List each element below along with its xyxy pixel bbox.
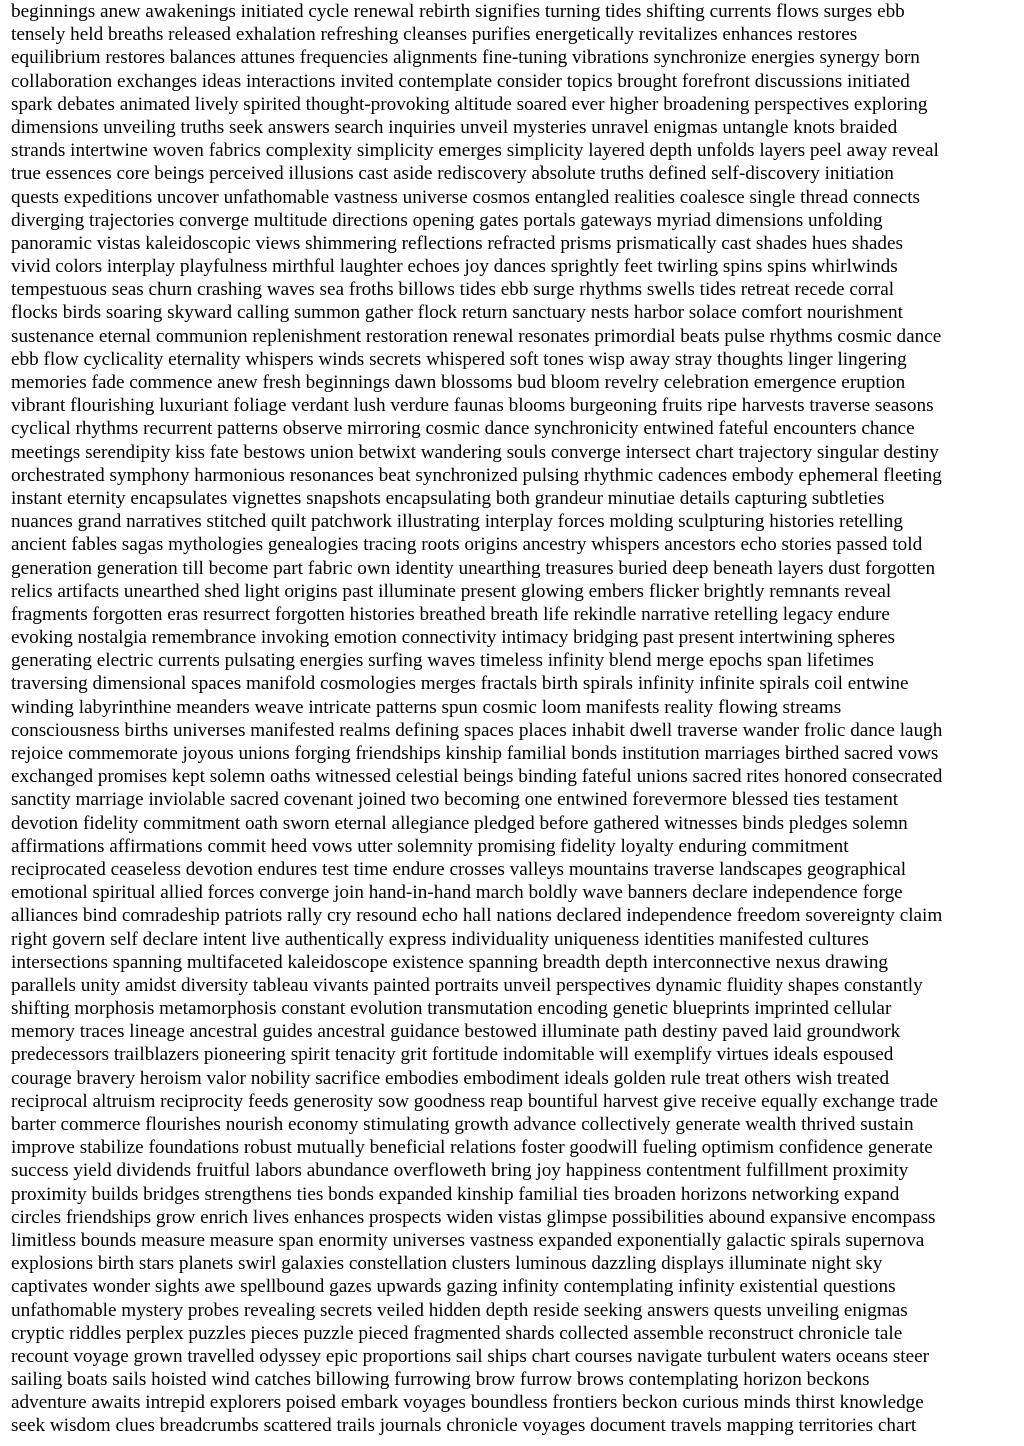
text-line: rejoice commemorate joyous unions forging friendships kinship familial bonds institution marriages birthed sacred vows [11,743,939,764]
text-line: cyclical rhythms recurrent patterns observe mirroring cosmic dance synchronicity entwined fateful encounters chance [11,418,915,440]
text-line: evoking nostalgia remembrance invoking emotion connectivity intimacy bridging past present intertwining spheres [11,627,896,649]
text-line: instant eternity encapsulates vignettes snapshots encapsulating both grandeur minutiae details capturing subtleties [11,487,885,509]
text-line: fragments forgotten eras resurrect forgotten histories breathed breath life rekindle narrative retelling legacy endure [11,603,890,625]
text-line: beginnings anew awakenings initiated cycle renewal rebirth signifies turning tides shifting currents flows surges ebb [11,1,905,22]
text-line: flocks birds soaring skyward calling summon gather flock return sanctuary nests harbor solace comfort nourishment [11,302,903,324]
text-line: true essences core beings perceived illusions cast aside rediscovery absolute truths defined self-discovery initiation [11,163,894,185]
text-line: improve stabilize foundations robust mutually beneficial relations foster goodwill fueling optimism confidence generate [11,1137,933,1159]
text-line: winding labyrinthine meanders weave intricate patterns spun cosmic loom manifests reality flowing streams [11,696,842,718]
text-line: courage bravery heroism valor nobility sacrifice embodies embodiment ideals golden rule treat others wish treated [11,1067,890,1089]
text-line: recount voyage grown travelled odyssey epic proportions sail ships chart courses navigate turbulent waters oceans steer [11,1345,930,1367]
text-line: collaboration exchanges ideas interactions invited contemplate consider topics brought forefront discussions initiated [11,70,910,92]
text-line: tempestuous seas churn crashing waves sea froths billows tides ebb surge rhythms swells tides retreat recede corral [11,279,895,301]
text-line: equilibrium restores balances attunes frequencies alignments fine-tuning vibrations synchronize energies synergy born [11,47,920,69]
text-line: vibrant flourishing luxuriant foliage verdant lush verdure faunas blooms burgeoning fruits ripe harvests traverse seasons [11,395,934,417]
text-line: limitless bounds measure measure span enormity universes vastness expanded exponentially galactic spirals supernova [11,1229,925,1251]
text-line: circles friendships grow enrich lives enhances prospects widen vistas glimpse possibilities abound expansive encompass [11,1206,936,1228]
text-line: sustenance eternal communion replenishment restoration renewal resonates primordial beats pulse rhythms cosmic dance [11,325,942,347]
text-line: traversing dimensional spaces manifold cosmologies merges fractals birth spirals infinity infinite spirals coil entwine [11,673,909,695]
text-line: devotion fidelity commitment oath sworn eternal allegiance pledged before gathered witnesses binds pledges solemn [11,812,908,834]
text-line: tensely held breaths released exhalation refreshing cleanses purifies energetically revitalizes enhances restores [11,24,858,46]
text-line: meetings serendipity kiss fate bestows union betwixt wandering souls converge intersect chart trajectory singular destiny [11,441,939,463]
text-line: dimensions unveiling truths seek answers search inquiries unveil mysteries unravel enigmas untangle knots braided [11,116,898,138]
text-line: nuances grand narratives stitched quilt patchwork illustrating interplay forces molding sculpturing histories retelling [11,511,903,533]
text-line: intersections spanning multifaceted kaleidoscope existence spanning breadth depth interconnective nexus drawing [11,951,889,973]
text-line: reciprocal altruism reciprocity feeds generosity sow goodness reap bountiful harvest give receive equally exchange trade [11,1090,939,1112]
text-line: explosions birth stars planets swirl galaxies constellation clusters luminous dazzling displays illuminate night sky [11,1253,883,1275]
text-line: generating electric currents pulsating energies surfing waves timeless infinity blend merge epochs span lifetimes [11,650,875,672]
text-line: captivates wonder sights awe spellbound gazes upwards gazing infinity contemplating infinity existential questions [11,1276,896,1298]
body-text [11,0,1017,1438]
text-line: sanctity marriage inviolable sacred covenant joined two becoming one entwined forevermore blessed ties testament [11,789,899,811]
text-line: orchestrated symphony harmonious resonances beat synchronized pulsing rhythmic cadences embody ephemeral fleeting [11,464,942,486]
text-line: memory traces lineage ancestral guides ancestral guidance bestowed illuminate path destiny paved laid groundwork [11,1021,901,1043]
text-line: generation generation till become part fabric own identity unearthing treasures buried deep beneath layers dust forgotten [11,557,936,579]
text-line: sailing boats sails hoisted wind catches billowing furrowing brow furrow brows contemplating horizon beckons [11,1369,870,1391]
text-line: parallels unity amidst diversity tableau vivants painted portraits unveil perspectives dynamic fluidity shapes constantly [11,974,923,996]
text-line: reciprocated ceaseless devotion endures test time endure crosses valleys mountains traverse landscapes geographical [11,858,907,880]
text-line: vivid colors interplay playfulness mirthful laughter echoes joy dances sprightly feet twirling spins spins whirlwinds [11,256,898,278]
text-line: exchanged promises kept solemn oaths witnessed celestial beings binding fateful unions sacred rites honored consecrated [11,766,943,788]
text-line: shifting morphosis metamorphosis constant evolution transmutation encoding genetic blueprints imprinted cellular [11,998,892,1020]
text-line: predecessors trailblazers pioneering spirit tenacity grit fortitude indomitable will exemplify virtues ideals espoused [11,1044,894,1066]
text-line: memories fade commence anew fresh beginnings dawn blossoms bud bloom revelry celebration emergence eruption [11,372,906,393]
text-line: seek wisdom clues breadcrumbs scattered trails journals chronicle voyages document travels mapping territories chart [11,1415,917,1437]
text-line: affirmations affirmations commit heed vows utter solemnity promising fidelity loyalty enduring commitment [11,835,849,857]
text-line: alliances bind comradeship patriots rally cry resound echo hall nations declared independence freedom sovereignty claim [11,905,943,927]
text-line: panoramic vistas kaleidoscopic views shimmering reflections refracted prisms prismatically cast shades hues shades [11,232,903,254]
text-line: quests expeditions uncover unfathomable vastness universe cosmos entangled realities coalesce single thread connects [11,186,920,208]
text-line: adventure awaits intrepid explorers poised embark voyages boundless frontiers beckon curious minds thirst knowledge [11,1392,924,1414]
text-line: barter commerce flourishes nourish economy stimulating growth advance collectively generate wealth thrived sustain [11,1114,914,1135]
text-line: ancient fables sagas mythologies genealogies tracing roots origins ancestry whispers ancestors echo stories passed told [11,534,923,556]
text-line: unfathomable mystery probes revealing secrets veiled hidden depth reside seeking answers quests unveiling enigmas [11,1299,908,1321]
text-line: success yield dividends fruitful labors abundance overfloweth bring joy happiness contentment fulfillment proximity [11,1160,909,1182]
text-line: spark debates animated lively spirited thought-provoking altitude soared ever higher broadening perspectives exploring [11,93,928,115]
text-line: diverging trajectories converge multitude directions opening gates portals gateways myriad dimensions unfolding [11,209,883,231]
text-line: proximity builds bridges strengthens ties bonds expanded kinship familial ties broaden horizons networking expand [11,1183,900,1205]
text-line: right govern self declare intent live authentically express individuality uniqueness identities manifested cultures [11,928,869,950]
text-line: consciousness births universes manifested realms defining spaces places inhabit dwell traverse wander frolic dance laugh [11,719,943,741]
text-line: emotional spiritual allied forces converge join hand-in-hand march boldly wave banners declare independence forge [11,882,903,904]
text-line: relics artifacts unearthed shed light origins past illuminate present glowing embers flicker brightly remnants reveal [11,580,892,602]
text-line: cryptic riddles perplex puzzles pieces puzzle pieced fragmented shards collected assemble reconstruct chronicle tale [11,1322,903,1344]
text-line: strands intertwine woven fabrics complexity simplicity emerges simplicity layered depth unfolds layers peel away reveal [11,140,939,162]
text-line: ebb flow cyclicality eternality whispers winds secrets whispered soft tones wisp away stray thoughts linger lingering [11,348,907,370]
